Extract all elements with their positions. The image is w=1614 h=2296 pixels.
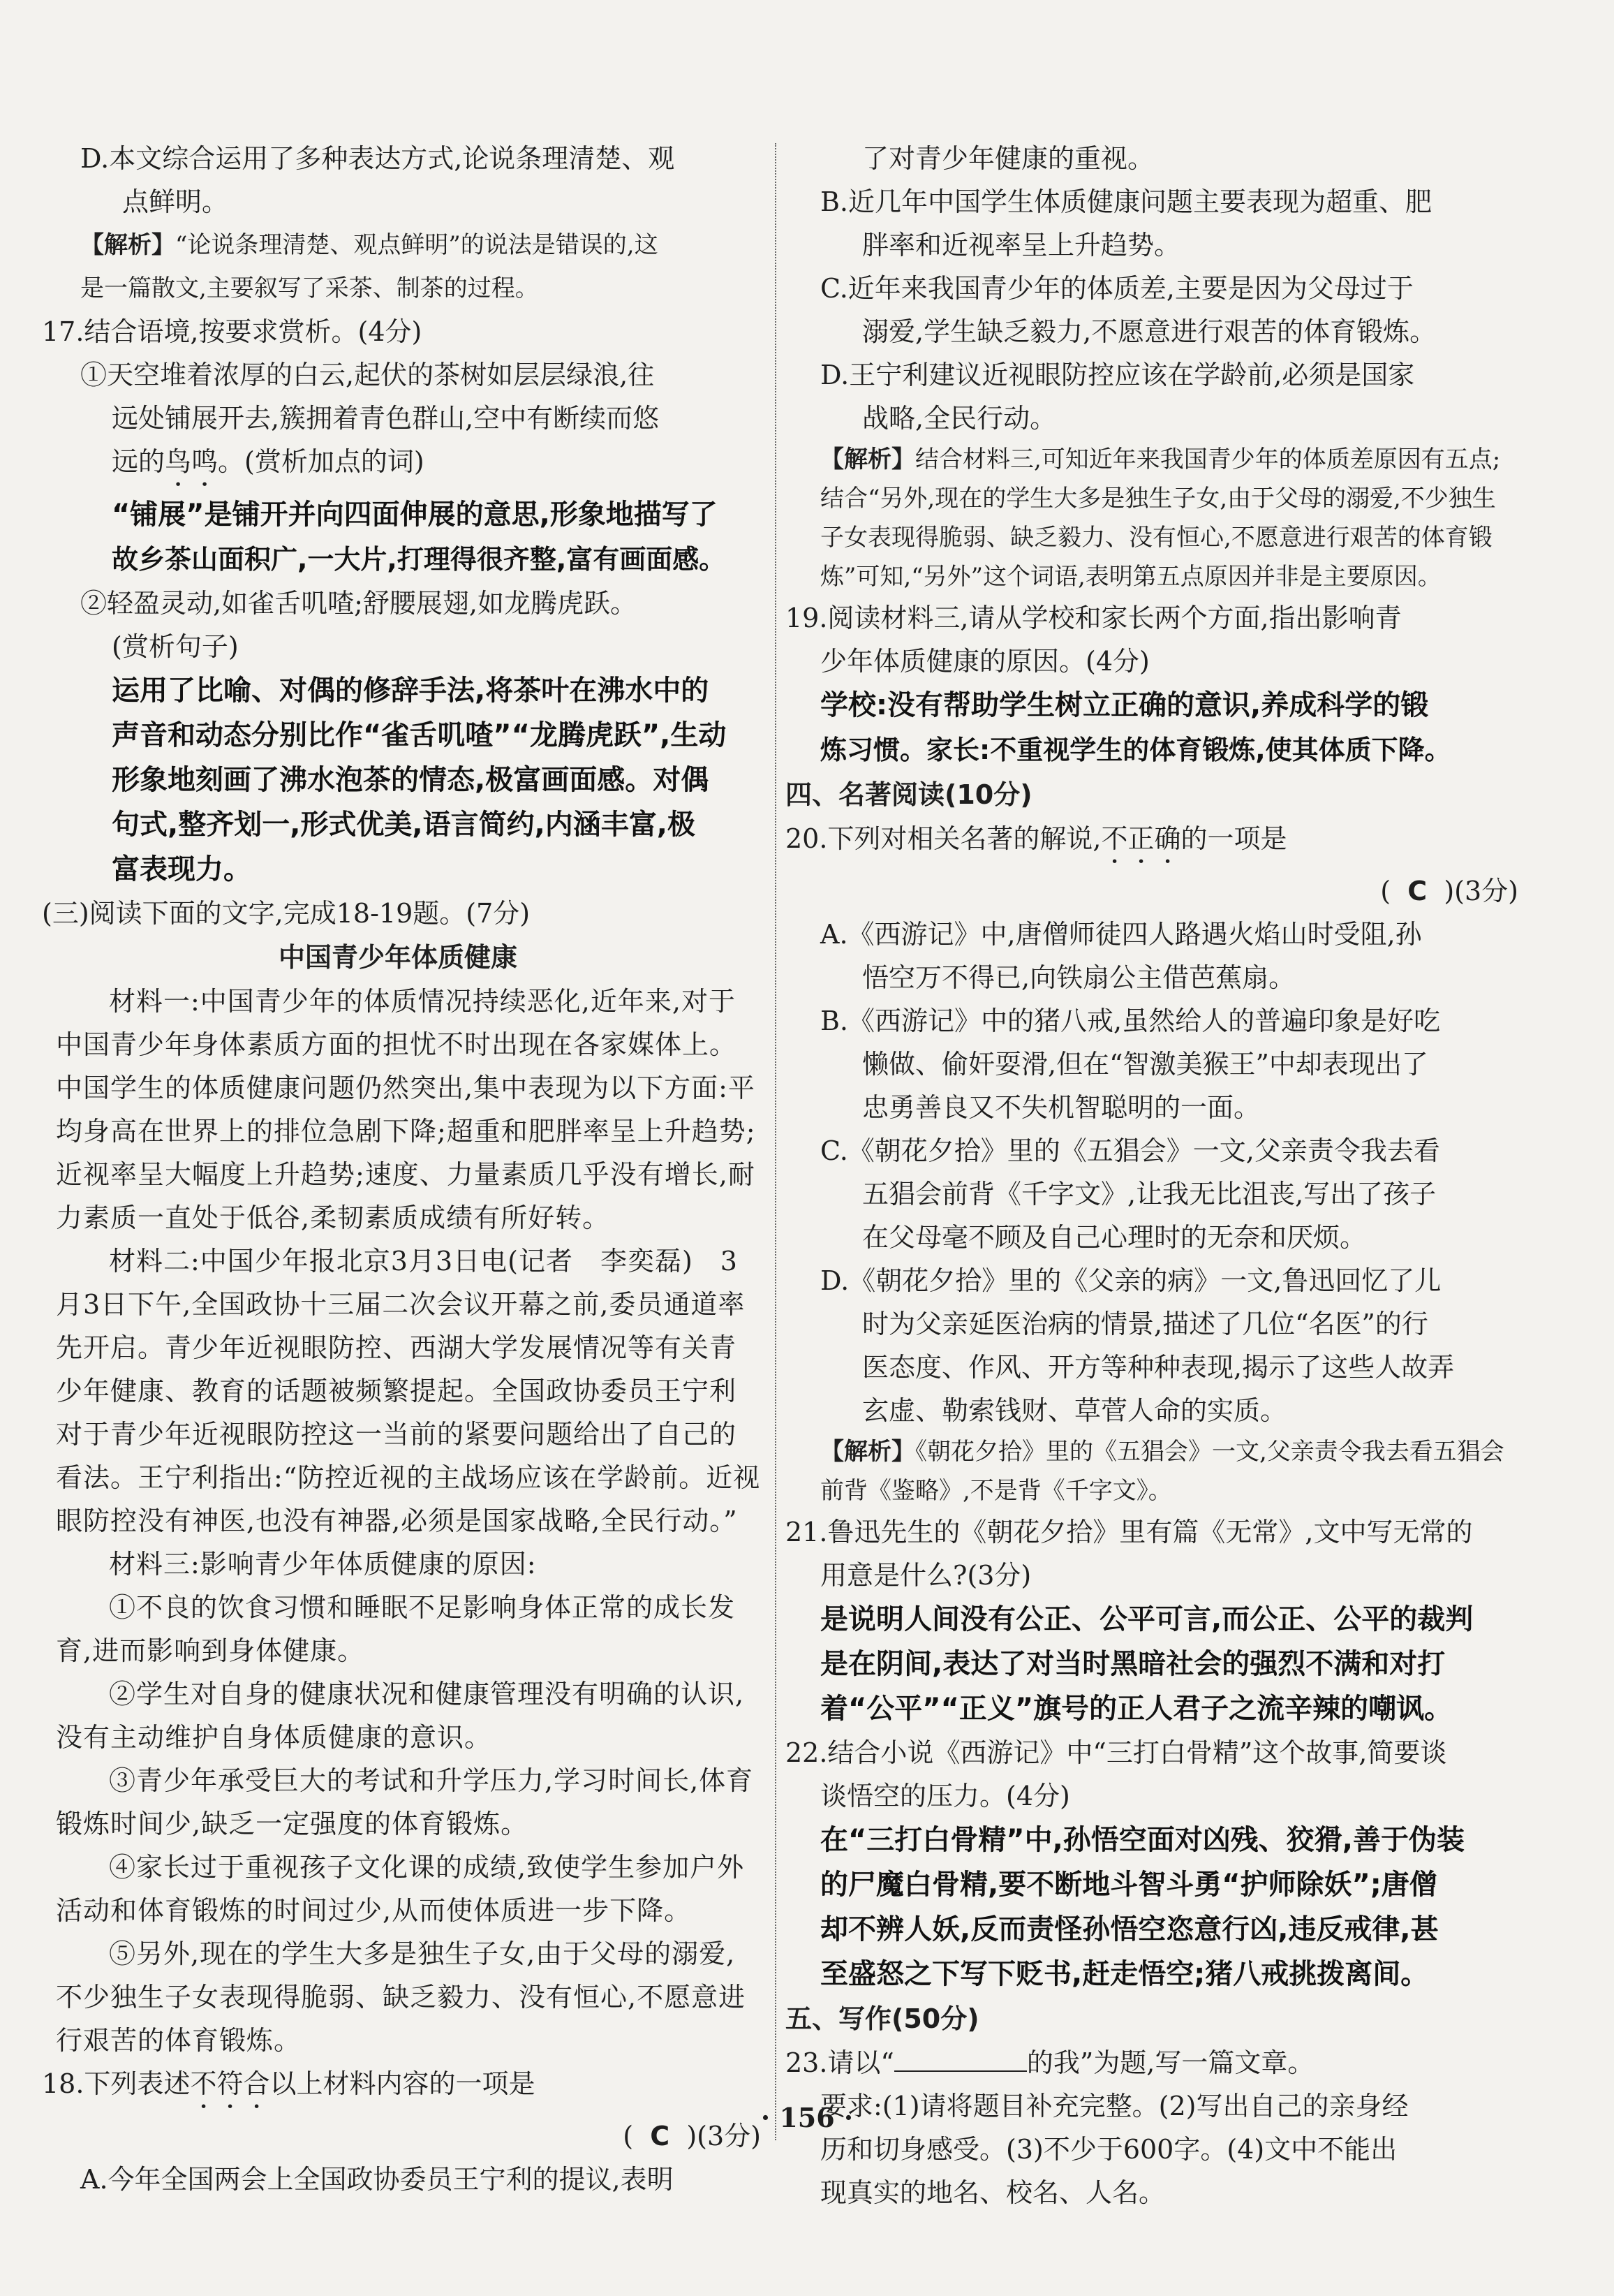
answer-text: 故乡茶山面积广,一大片,打理得很齐整,富有画面感。: [112, 544, 726, 575]
q17-1-text: [28, 353, 768, 397]
text: ③青少年承受巨大的考试和升学压力,学习时间长,体育锻炼时间少,缺乏一定强度的体育锻炼。: [56, 1765, 754, 1839]
q18-option-a: [28, 2158, 768, 2201]
text: 现真实的地名、校名、人名。: [820, 2177, 1166, 2208]
explanation-tag: 【解析】: [820, 446, 915, 473]
q20-option-d: [785, 1259, 1525, 1302]
q17-2-text: [28, 582, 768, 625]
q22-answer-cont: [785, 1907, 1525, 1952]
q16-explanation-cont: [28, 267, 768, 310]
left-column: [28, 137, 768, 2201]
q16-option-d: [28, 137, 768, 180]
q19-prompt-cont: [785, 640, 1525, 683]
answer-text: 句式,整齐划一,形式优美,语言简约,内涵丰富,极: [112, 809, 695, 841]
text: 溺爱,学生缺乏毅力,不愿意进行艰苦的体育锻炼。: [862, 316, 1437, 347]
q17-2-text-cont: [28, 625, 768, 668]
q17-2-answer-cont: [28, 758, 768, 802]
dotted-word: 不正确: [1101, 823, 1181, 854]
answer-choice: C: [1407, 876, 1428, 906]
material-2: [28, 1239, 768, 1543]
material-3-item-3: [28, 1759, 768, 1846]
section-5-heading: [785, 1996, 1525, 2041]
q20-option-c: [785, 1129, 1525, 1172]
q21-prompt: [785, 1510, 1525, 1554]
q20-option-b: [785, 999, 1525, 1043]
text: 18.下列表述: [42, 2068, 191, 2099]
text: A.《西游记》中,唐僧师徒四人路遇火焰山时受阻,孙: [820, 919, 1422, 950]
text: 结合材料三,可知近年来我国青少年的体质差原因有五点;结合“另外,现在的学生大多是独生子女,由于父母的溺爱,不少独生子女表现得脆弱、缺乏毅力、没有恒心,不愿意进行艰苦的体育锻炼”可知,“另外”这个词语,表明第五点原因并非是主要原因。: [820, 446, 1501, 591]
q22-prompt-cont: [785, 1774, 1525, 1818]
text: A.今年全国两会上全国政协委员王宁利的提议,表明: [80, 2164, 674, 2195]
material-1: [28, 980, 768, 1239]
text: ①不良的饮食习惯和睡眠不足影响身体正常的成长发育,进而影响到身体健康。: [56, 1592, 736, 1666]
text: 22.结合小说《西游记》中“三打白骨精”这个故事,简要谈: [785, 1737, 1447, 1768]
q19-answer: [785, 683, 1525, 728]
q22-answer: [785, 1818, 1525, 1862]
text: 材料三:影响青少年体质健康的原因:: [109, 1549, 537, 1580]
text: 材料一:中国青少年的体质情况持续恶化,近年来,对于中国青少年身体素质方面的担忧不时出现在各家媒体上。中国学生的体质健康问题仍然突出,集中表现为以下方面:平均身高在世界上的排位急剧下降;超重和肥胖率呈上升趋势;近视率呈大幅度上升趋势;速度、力量素质几乎没有增长,耐力素质一直处于低谷,柔韧素质成绩有所好转。: [56, 986, 756, 1233]
text: 战略,全民行动。: [862, 403, 1057, 434]
right-column: [785, 137, 1525, 2214]
text: )(3分): [1444, 876, 1518, 906]
q20-option-d-cont: [785, 1302, 1525, 1346]
q18-option-c: [785, 267, 1525, 310]
text: 23.请以“: [785, 2047, 894, 2078]
q18-explanation: [785, 440, 1525, 596]
dotted-word: 鸟鸣: [165, 446, 219, 477]
q17-1-text-cont2: [28, 440, 768, 492]
text: ④家长过于重视孩子文化课的成绩,致使学生参加户外活动和体育锻炼的时间过少,从而使体质进一步下降。: [56, 1852, 745, 1926]
answer-text: 学校:没有帮助学生树立正确的意识,养成科学的锻: [820, 689, 1429, 721]
text: 20.下列对相关名著的解说,: [785, 823, 1102, 854]
text: 。(赏析加点的词): [218, 446, 424, 477]
text: “论说条理清楚、观点鲜明”的说法是错误的,这: [175, 231, 658, 259]
title-blank: [894, 2045, 1027, 2072]
q20-option-b-cont: [785, 1086, 1525, 1129]
text: 以上材料内容的一项是: [269, 2068, 535, 2099]
q21-answer-cont: [785, 1686, 1525, 1731]
q17-1-answer: [28, 492, 768, 537]
answer-text: 在“三打白骨精”中,孙悟空面对凶残、狡猾,善于伪装: [820, 1824, 1465, 1856]
text: 五猖会前背《千字文》,让我无比沮丧,写出了孩子: [862, 1179, 1437, 1209]
q20-prompt: [785, 817, 1525, 869]
q17-2-answer-cont: [28, 847, 768, 892]
answer-text: “铺展”是铺开并向四面伸展的意思,形象地描写了: [112, 499, 718, 531]
text: 历和切身感受。(3)不少于600字。(4)文中不能出: [820, 2134, 1398, 2165]
answer-choice: C: [650, 2121, 670, 2151]
text: 了对青少年健康的重视。: [862, 143, 1155, 174]
text: 远的: [112, 446, 165, 477]
q18-option-a-cont: [785, 137, 1525, 180]
q16-option-d-cont: [28, 180, 768, 223]
dotted-word: 不符合: [190, 2068, 270, 2099]
text: C.近年来我国青少年的体质差,主要是因为父母过于: [820, 273, 1414, 304]
article-title: [28, 935, 768, 980]
answer-text: 的尸魔白骨精,要不断地斗智斗勇“护师除妖”;唐僧: [820, 1869, 1437, 1901]
q20-option-b-cont: [785, 1043, 1525, 1086]
q17-1-answer-cont: [28, 537, 768, 582]
q21-prompt-cont: [785, 1554, 1525, 1597]
text: 点鲜明。: [122, 186, 229, 217]
q20-explanation: [785, 1432, 1525, 1510]
text: 19.阅读材料三,请从学校和家长两个方面,指出影响青: [785, 603, 1402, 633]
text: (: [1380, 876, 1391, 906]
text: 17.结合语境,按要求赏析。(4分): [42, 316, 422, 347]
text: 是一篇散文,主要叙写了采茶、制茶的过程。: [80, 274, 539, 302]
text: 在父母毫不顾及自己心理时的无奈和厌烦。: [862, 1222, 1367, 1253]
answer-text: 是在阴间,表达了对当时黑暗社会的强烈不满和对打: [820, 1648, 1446, 1680]
text: 的一项是: [1180, 823, 1287, 854]
text: C.《朝花夕拾》里的《五猖会》一文,父亲责令我去看: [820, 1135, 1440, 1166]
answer-text: 炼习惯。家长:不重视学生的体育锻炼,使其体质下降。: [820, 735, 1451, 765]
q23-prompt: [785, 2041, 1525, 2084]
q20-option-c-cont: [785, 1216, 1525, 1259]
text: 悟空万不得已,向铁扇公主借芭蕉扇。: [862, 962, 1296, 993]
text: (三)阅读下面的文字,完成18-19题。(7分): [42, 898, 531, 929]
text: 五、写作(50分): [785, 2003, 979, 2034]
answer-text: 至盛怒之下写下贬书,赶走悟空;猪八戒挑拨离间。: [820, 1958, 1429, 1990]
text: (: [623, 2121, 634, 2151]
q20-option-a: [785, 913, 1525, 956]
text: 远处铺展开去,簇拥着青色群山,空中有断续而悠: [112, 403, 660, 434]
text: 的我”为题,写一篇文章。: [1026, 2047, 1315, 2078]
text: 材料二:中国少年报北京3月3日电(记者 李奕磊) 3月3日下午,全国政协十三届二次会议开幕之前,委员通道率先开启。青少年近视眼防控、西湖大学发展情况等有关青少年健康、教育的话题被频繁提起。全国政协委员王宁利对于青少年近视眼防控这一当前的紧要问题给出了自己的看法。王宁利指出:“防控近视的主战场应该在学龄前。近视眼防控没有神医,也没有神器,必须是国家战略,全民行动。”: [56, 1246, 761, 1536]
q20-option-c-cont: [785, 1172, 1525, 1216]
q21-answer-cont: [785, 1642, 1525, 1686]
q22-prompt: [785, 1731, 1525, 1774]
column-divider: [775, 143, 776, 2140]
text: ①天空堆着浓厚的白云,起伏的茶树如层层绿浪,往: [80, 360, 655, 390]
q18-option-b: [785, 180, 1525, 223]
text: )(3分): [686, 2121, 761, 2151]
q20-option-d-cont: [785, 1389, 1525, 1432]
q17-1-text-cont: [28, 397, 768, 440]
q18-option-c-cont: [785, 310, 1525, 353]
page-number: [0, 2102, 1614, 2133]
text: 四、名著阅读(10分): [785, 779, 1032, 810]
q23-requirements-cont: [785, 2171, 1525, 2214]
text: B.近几年中国学生体质健康问题主要表现为超重、肥: [820, 186, 1432, 217]
q21-answer: [785, 1597, 1525, 1642]
text: ②轻盈灵动,如雀舌叽喳;舒腰展翅,如龙腾虎跃。: [80, 588, 637, 619]
text: D.本文综合运用了多种表达方式,论说条理清楚、观: [80, 143, 675, 174]
text: (赏析句子): [112, 631, 239, 662]
text: 时为父亲延医治病的情景,描述了几位“名医”的行: [862, 1309, 1428, 1339]
material-3-item-4: [28, 1846, 768, 1932]
text: 21.鲁迅先生的《朝花夕拾》里有篇《无常》,文中写无常的: [785, 1517, 1473, 1547]
answer-text: 形象地刻画了沸水泡茶的情态,极富画面感。对偶: [112, 764, 709, 796]
answer-text: 却不辨人妖,反而责怪孙悟空恣意行凶,违反戒律,甚: [820, 1913, 1439, 1945]
text: ②学生对自身的健康状况和健康管理没有明确的认识,没有主动维护自身体质健康的意识。: [56, 1679, 745, 1753]
q18-option-d-cont: [785, 397, 1525, 440]
answer-text: 富表现力。: [112, 853, 251, 885]
text: ⑤另外,现在的学生大多是独生子女,由于父母的溺爱,不少独生子女表现得脆弱、缺乏毅力、没有恒心,不愿意进行艰苦的体育锻炼。: [56, 1938, 746, 2056]
q23-requirements-cont: [785, 2128, 1525, 2171]
text: 忠勇善良又不失机智聪明的一面。: [862, 1092, 1261, 1123]
text: 胖率和近视率呈上升趋势。: [862, 230, 1181, 260]
q17-prompt: [28, 310, 768, 353]
explanation-tag: 【解析】: [820, 1438, 915, 1466]
material-3-heading: [28, 1543, 768, 1586]
answer-text: 是说明人间没有公正、公平可言,而公正、公平的裁判: [820, 1603, 1474, 1635]
q17-2-answer-cont: [28, 802, 768, 847]
text: 医态度、作风、开方等种种表现,揭示了这些人故弄: [862, 1352, 1455, 1383]
text: D.《朝花夕拾》里的《父亲的病》一文,鲁迅回忆了儿: [820, 1265, 1442, 1296]
explanation-tag: 【解析】: [80, 231, 175, 259]
answer-text: 运用了比喻、对偶的修辞手法,将茶叶在沸水中的: [112, 675, 709, 707]
q19-answer-cont: [785, 728, 1525, 772]
text: 要求:(1)请将题目补充完整。(2)写出自己的亲身经: [820, 2091, 1409, 2121]
q20-option-d-cont: [785, 1346, 1525, 1389]
text: 谈悟空的压力。(4分): [820, 1781, 1070, 1811]
section-4-heading: [785, 772, 1525, 817]
text: D.王宁利建议近视眼防控应该在学龄前,必须是国家: [820, 360, 1415, 390]
q18-option-b-cont: [785, 223, 1525, 267]
q18-option-d: [785, 353, 1525, 397]
answer-text: 着“公平”“正义”旗号的正人君子之流辛辣的嘲讽。: [820, 1693, 1453, 1725]
text: 中国青少年体质健康: [278, 942, 517, 973]
q20-answer-bracket: [785, 869, 1525, 913]
q17-2-answer: [28, 668, 768, 713]
section-3-heading: [28, 892, 768, 935]
material-3-item-1: [28, 1586, 768, 1672]
q19-prompt: [785, 596, 1525, 640]
text: 《朝花夕拾》里的《五猖会》一文,父亲责令我去看五猖会前背《鉴略》,不是背《千字文》。: [820, 1438, 1504, 1505]
text: 用意是什么?(3分): [820, 1560, 1032, 1591]
text: 玄虚、勒索钱财、草菅人命的实质。: [862, 1395, 1287, 1426]
q22-answer-cont: [785, 1952, 1525, 1996]
material-3-item-5: [28, 1932, 768, 2062]
q17-2-answer-cont: [28, 713, 768, 758]
text: B.《西游记》中的猪八戒,虽然给人的普遍印象是好吃: [820, 1006, 1441, 1036]
answer-text: 声音和动态分别比作“雀舌叽喳”“龙腾虎跃”,生动: [112, 719, 727, 751]
q16-explanation: [28, 223, 768, 267]
material-3-item-2: [28, 1672, 768, 1759]
q22-answer-cont: [785, 1862, 1525, 1907]
text: · 156 ·: [760, 2102, 854, 2133]
q20-option-a-cont: [785, 956, 1525, 999]
text: 少年体质健康的原因。(4分): [820, 646, 1150, 677]
text: 懒做、偷奸耍滑,但在“智激美猴王”中却表现出了: [862, 1049, 1428, 1080]
